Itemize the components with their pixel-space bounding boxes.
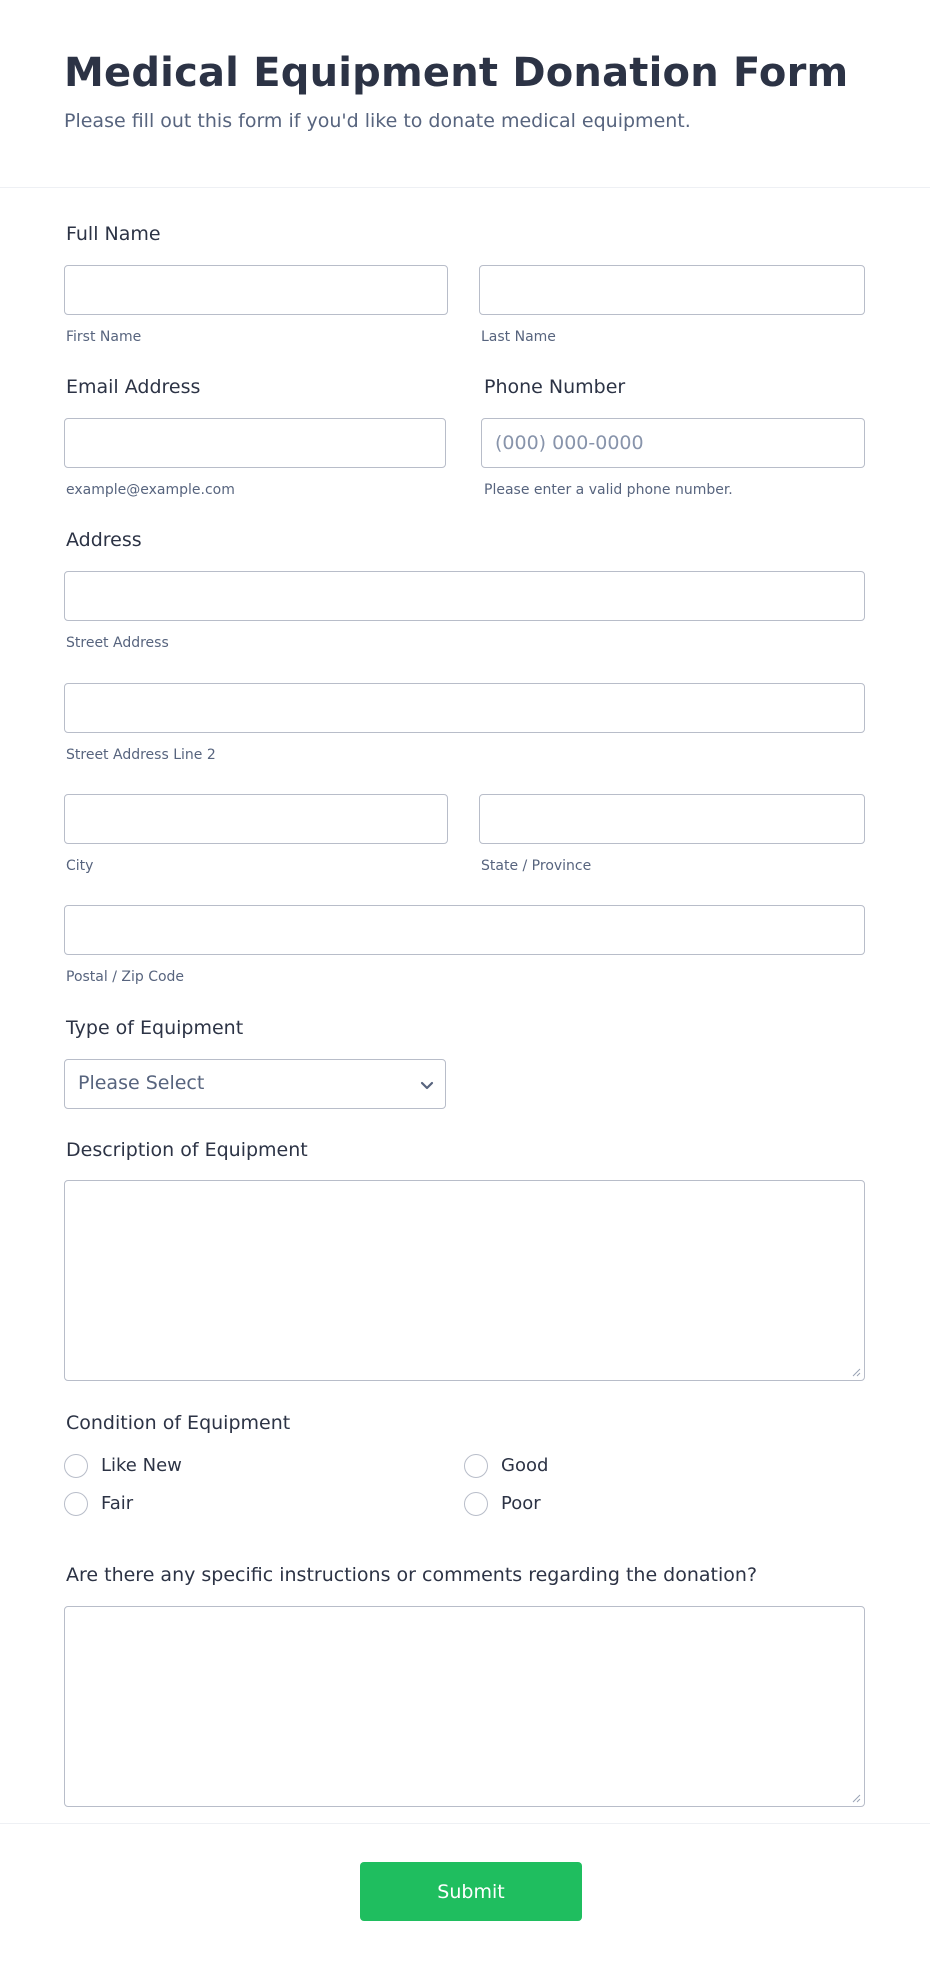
email-label: Email Address: [66, 376, 201, 398]
condition-option-good[interactable]: [464, 1452, 764, 1480]
address-label: Address: [66, 529, 142, 551]
description-label: Description of Equipment: [66, 1139, 308, 1161]
description-textarea[interactable]: [64, 1180, 865, 1381]
radio-label: Like New: [101, 1455, 182, 1476]
radio-label: Poor: [501, 1493, 541, 1514]
street-address-line2-input[interactable]: [64, 683, 865, 733]
street-address-line2-sublabel: Street Address Line 2: [66, 747, 216, 763]
zip-code-input[interactable]: [64, 905, 865, 955]
equipment-type-label: Type of Equipment: [66, 1017, 244, 1039]
phone-field[interactable]: [481, 418, 865, 468]
submit-button[interactable]: Submit: [360, 1862, 582, 1921]
phone-label: Phone Number: [484, 376, 626, 398]
radio-button[interactable]: [64, 1492, 88, 1516]
last-name-sublabel: Last Name: [481, 329, 556, 345]
phone-sublabel: Please enter a valid phone number.: [484, 482, 733, 498]
radio-button[interactable]: [464, 1454, 488, 1478]
city-input[interactable]: [64, 794, 448, 844]
radio-button[interactable]: [64, 1454, 88, 1478]
street-address-input[interactable]: [64, 571, 865, 621]
full-name-label: Full Name: [66, 223, 161, 245]
comments-label: Are there any specific instructions or comments regarding the donation?: [66, 1564, 758, 1586]
state-sublabel: State / Province: [481, 858, 592, 874]
page-title: Medical Equipment Donation Form: [64, 50, 849, 96]
email-sublabel: example@example.com: [66, 482, 235, 498]
radio-button[interactable]: [464, 1492, 488, 1516]
last-name-input[interactable]: [479, 265, 865, 315]
comments-textarea[interactable]: [64, 1606, 865, 1807]
first-name-sublabel: First Name: [66, 329, 142, 345]
street-address-sublabel: Street Address: [66, 635, 169, 651]
first-name-input[interactable]: [64, 265, 448, 315]
condition-label: Condition of Equipment: [66, 1412, 291, 1434]
condition-option-like-new[interactable]: [64, 1452, 364, 1480]
zip-code-sublabel: Postal / Zip Code: [66, 969, 185, 985]
form-header: [0, 0, 930, 188]
equipment-type-select[interactable]: [64, 1059, 446, 1109]
page-subtitle: Please fill out this form if you'd like to donate medical equipment.: [64, 110, 691, 132]
resize-grip-icon[interactable]: [851, 1367, 861, 1377]
equipment-type-selected-value: Please Select: [78, 1072, 205, 1094]
email-field[interactable]: [64, 418, 446, 468]
condition-option-fair[interactable]: [64, 1490, 364, 1518]
resize-grip-icon[interactable]: [851, 1793, 861, 1803]
condition-option-poor[interactable]: [464, 1490, 764, 1518]
chevron-down-icon: [419, 1077, 435, 1093]
radio-label: Good: [501, 1455, 549, 1476]
state-input[interactable]: [479, 794, 865, 844]
city-sublabel: City: [66, 858, 94, 874]
radio-label: Fair: [101, 1493, 134, 1514]
